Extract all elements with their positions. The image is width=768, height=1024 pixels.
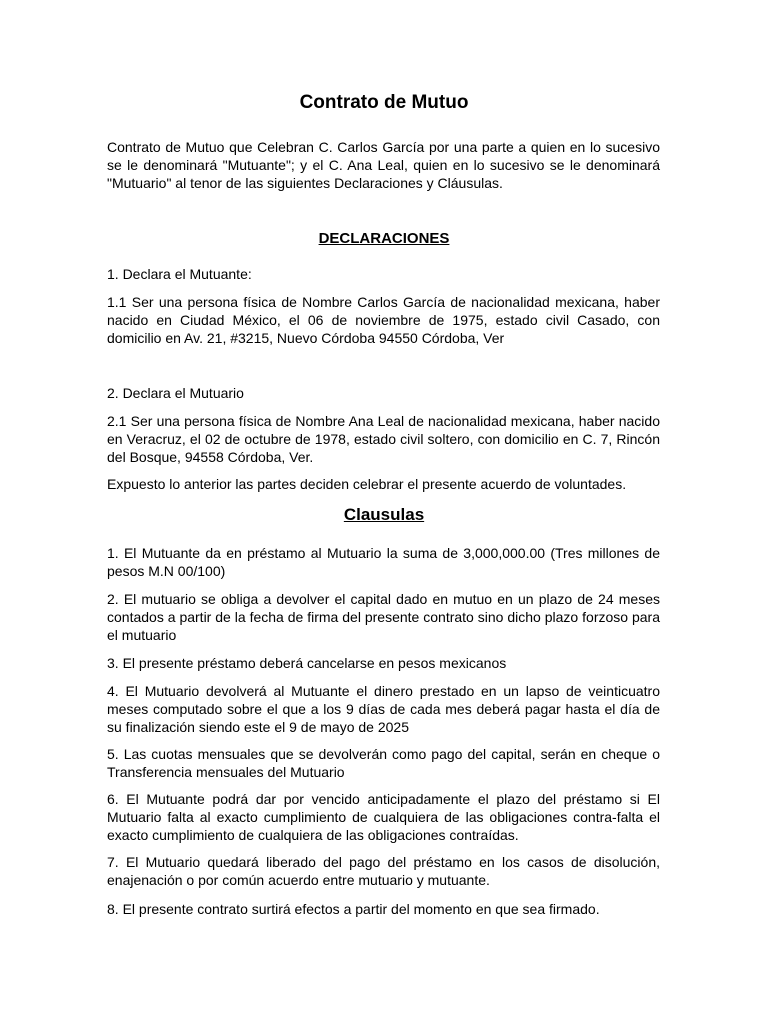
expuesto-paragraph: Expuesto lo anterior las partes deciden celebrar el presente acuerdo de voluntades. [107, 476, 627, 492]
clausula-item: 3. El presente préstamo deberá cancelarse en pesos mexicanos [107, 655, 507, 671]
clausula-item: 8. El presente contrato surtirá efectos a partir del momento en que sea firmado. [107, 901, 600, 917]
clausula-item: 5. Las cuotas mensuales que se devolverán como pago del capital, serán en cheque o Transferencia mensuales del Mutuario [107, 746, 660, 780]
clausula-item: 7. El Mutuario quedará liberado del pago del préstamo en los casos de disolución, enajenación o por común acuerdo entre mutuario y mutuante. [107, 854, 660, 888]
declara-mutuario-label: 2. Declara el Mutuario [107, 385, 244, 401]
clausulas-heading: Clausulas [343, 505, 425, 524]
clausula-item: 1. El Mutuante da en préstamo al Mutuario la suma de 3,000,000.00 (Tres millones de pesos M.N 00/100) [107, 545, 660, 579]
intro-paragraph: Contrato de Mutuo que Celebran C. Carlos García por una parte a quien en lo sucesivo se le denominará "Mutuante"; y el C. Ana Leal, quien en lo sucesivo se le denominará "Mutuario" al tenor de las siguientes Declaraciones y Cláusulas. [107, 139, 660, 191]
declara-mutuante-label: 1. Declara el Mutuante: [107, 266, 252, 282]
document-title: Contrato de Mutuo [299, 92, 469, 113]
clausula-item: 4. El Mutuario devolverá al Mutuante el dinero prestado en un lapso de veinticuatro meses computado sobre el que a los 9 días de cada mes deberá pagar hasta el día de su finalización siendo este el 9 de mayo de 2025 [107, 683, 660, 735]
declaracion-1-1: 1.1 Ser una persona física de Nombre Carlos García de nacionalidad mexicana, haber nacido en Ciudad México, el 06 de noviembre de 1975, estado civil Casado, con domicilio en Av. 21, #3215, Nuevo Córdoba 94550 Córdoba, Ver [107, 294, 660, 346]
clausula-item: 6. El Mutuante podrá dar por vencido anticipadamente el plazo del préstamo si El Mutuario falta al exacto cumplimiento de cualquiera de las obligaciones contra-falta el exacto cumplimiento de cualquiera de las obligaciones contraídas. [107, 791, 660, 843]
declaracion-2-1: 2.1 Ser una persona física de Nombre Ana Leal de nacionalidad mexicana, haber nacido en Veracruz, el 02 de octubre de 1978, estado civil soltero, con domicilio en C. 7, Rincón del Bosque, 94558 Córdoba, Ver. [107, 413, 660, 465]
declaraciones-heading: DECLARACIONES [318, 230, 450, 247]
clausula-item: 2. El mutuario se obliga a devolver el capital dado en mutuo en un plazo de 24 meses contados a partir de la fecha de firma del presente contrato sino dicho plazo forzoso para el mutuario [107, 591, 660, 643]
